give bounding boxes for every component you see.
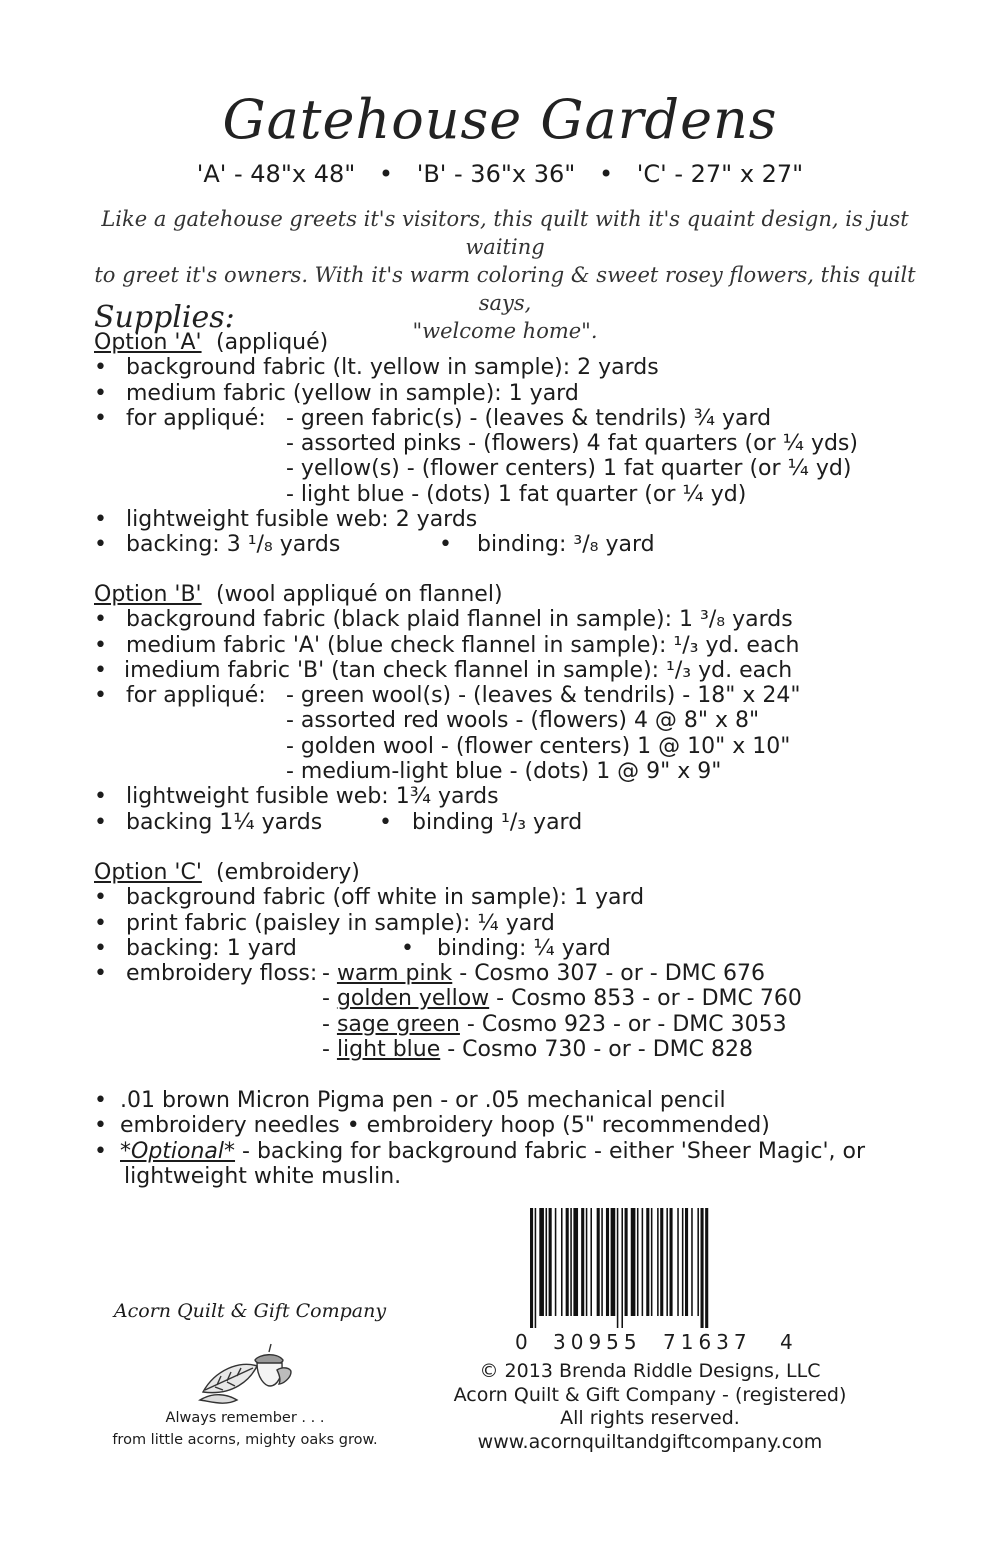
floss-detail: - Cosmo 853 - or - DMC 760 <box>489 986 802 1012</box>
supply-item: - green fabric(s) - (leaves & tendrils) ¾ yard <box>286 405 772 431</box>
barcode-bar <box>590 1208 592 1316</box>
barcode-bar <box>666 1208 668 1316</box>
bullet: • <box>94 1138 107 1164</box>
barcode-bar <box>705 1208 708 1328</box>
bullet: • <box>94 910 107 936</box>
size-a: 'A' - 48"x 48" <box>196 160 356 188</box>
applique-label: for appliqué: <box>126 683 266 709</box>
bullet: • <box>94 961 107 987</box>
bullet: • <box>401 935 414 961</box>
bullet: • <box>94 607 107 633</box>
supply-item: backing 1¼ yards <box>126 809 323 835</box>
size-c: 'C' - 27" x 27" <box>636 160 804 188</box>
supply-item: binding: ³/₈ yard <box>477 532 655 558</box>
copyright-line: © 2013 Brenda Riddle Designs, LLC <box>479 1360 821 1382</box>
supply-item: - assorted red wools - (flowers) 4 @ 8" x 8" <box>286 708 760 734</box>
company-name: Acorn Quilt & Gift Company <box>113 1300 387 1322</box>
supply-item: medium fabric 'A' (blue check flannel in sample): ¹/₃ yd. each <box>126 632 800 658</box>
barcode-bar <box>646 1208 649 1316</box>
website-link[interactable]: www.acornquiltandgiftcompany.com <box>477 1430 823 1453</box>
optional-label: *Optional* <box>120 1138 236 1164</box>
barcode-digit-first: 0 <box>515 1330 528 1354</box>
supply-item: - yellow(s) - (flower centers) 1 fat quarter (or ¼ yd) <box>286 456 852 482</box>
floss-item: - golden yellow - Cosmo 853 - or - DMC 760 <box>322 986 802 1012</box>
bullet: • <box>94 405 107 431</box>
company-tagline <box>100 1407 390 1451</box>
barcode-bar <box>701 1208 704 1328</box>
tagline-line: Always remember . . . <box>165 1410 325 1426</box>
barcode-bar <box>660 1208 663 1316</box>
bullet: • <box>94 380 107 406</box>
option-a-note: (appliqué) <box>216 330 329 355</box>
barcode-bar <box>625 1208 628 1316</box>
bullet: • <box>94 1113 107 1139</box>
barcode-group-1: 30955 <box>553 1330 642 1354</box>
copyright-line: All rights reserved. <box>560 1407 740 1429</box>
option-b-note: (wool appliqué on flannel) <box>216 582 503 607</box>
bullet: • <box>94 784 107 810</box>
barcode-bar <box>651 1208 653 1316</box>
supply-item: - assorted pinks - (flowers) 4 fat quarters (or ¼ yds) <box>286 431 858 457</box>
bullet: • <box>94 507 107 533</box>
separator: • <box>378 160 394 188</box>
barcode-bar <box>697 1208 699 1316</box>
separator: • <box>598 160 614 188</box>
floss-color: warm pink <box>336 961 453 987</box>
bullet: • <box>439 532 452 558</box>
barcode-bar <box>581 1208 584 1316</box>
barcode-bar <box>621 1208 623 1328</box>
floss-detail: - Cosmo 307 - or - DMC 676 <box>452 961 765 987</box>
copyright-line: Acorn Quilt & Gift Company - (registered) <box>453 1383 847 1406</box>
supply-item: lightweight white muslin. <box>124 1163 402 1189</box>
bullet: • <box>94 935 107 961</box>
supply-item: background fabric (lt. yellow in sample): 2 yards <box>126 355 659 381</box>
supply-item: - golden wool - (flower centers) 1 @ 10" x 10" <box>286 733 791 759</box>
bullet: • <box>94 683 107 709</box>
page-title: Gatehouse Gardens <box>222 88 778 151</box>
barcode-bar <box>657 1208 659 1316</box>
barcode-bar <box>611 1208 616 1316</box>
optional-text: - backing for background fabric - either 'Sheer Magic', or <box>235 1138 866 1164</box>
barcode-bar <box>570 1208 572 1316</box>
option-a-label: Option 'A' <box>94 330 202 355</box>
barcode-bar <box>546 1208 548 1316</box>
barcode-bar <box>670 1208 673 1316</box>
barcode-bar <box>642 1208 644 1316</box>
intro-line: "welcome home". <box>412 319 598 343</box>
bullet: • <box>94 809 107 835</box>
tagline-line: from little acorns, mighty oaks grow. <box>112 1432 378 1448</box>
supply-item: background fabric (black plaid flannel in sample): 1 ³/₈ yards <box>126 607 793 633</box>
floss-item: - warm pink - Cosmo 307 - or - DMC 676 <box>322 961 765 987</box>
supply-item: binding: ¼ yard <box>437 935 611 961</box>
barcode-bar <box>561 1208 563 1316</box>
supply-item: imedium fabric 'B' (tan check flannel in sample): ¹/₃ yd. each <box>124 657 793 683</box>
bullet: • <box>379 809 392 835</box>
supply-item: - green wool(s) - (leaves & tendrils) - 18" x 24" <box>286 683 801 709</box>
bullet: • <box>94 657 107 683</box>
barcode-bar <box>539 1208 544 1316</box>
option-b-label: Option 'B' <box>94 582 202 607</box>
supply-item: backing: 1 yard <box>126 935 297 961</box>
supply-item: - light blue - (dots) 1 fat quarter (or ¼ yd) <box>286 481 747 507</box>
barcode-bar <box>549 1208 552 1316</box>
barcode-bar <box>530 1208 533 1328</box>
barcode-bar <box>685 1208 688 1316</box>
supply-item: binding ¹/₃ yard <box>412 809 583 835</box>
barcode-bar <box>691 1208 693 1316</box>
barcode-bar <box>606 1208 609 1316</box>
bullet: • <box>94 885 107 911</box>
barcode-bar <box>566 1208 569 1316</box>
supply-item: lightweight fusible web: 2 yards <box>126 507 478 533</box>
supply-item: backing: 3 ¹/₈ yards <box>126 532 341 558</box>
supply-item: medium fabric (yellow in sample): 1 yard <box>126 380 579 406</box>
barcode-bar <box>682 1208 684 1316</box>
barcode-bar <box>597 1208 600 1316</box>
barcode-group-2: 71637 <box>663 1330 752 1354</box>
floss-label: embroidery floss: <box>126 961 318 987</box>
barcode-bar <box>601 1208 603 1316</box>
floss-color: light blue <box>336 1037 441 1063</box>
bullet: • <box>94 532 107 558</box>
floss-color: golden yellow <box>336 986 490 1012</box>
supply-item: .01 brown Micron Pigma pen - or .05 mechanical pencil <box>120 1088 726 1113</box>
barcode-bar <box>637 1208 639 1316</box>
size-options <box>0 160 1000 188</box>
supply-item: print fabric (paisley in sample): ¼ yard <box>126 910 555 936</box>
supply-item: - medium-light blue - (dots) 1 @ 9" x 9" <box>286 759 722 785</box>
copyright-block <box>430 1360 870 1454</box>
barcode-bar <box>573 1208 578 1316</box>
barcode-bar <box>535 1208 537 1328</box>
barcode-bar <box>631 1208 636 1316</box>
option-c-note: (embroidery) <box>216 860 360 885</box>
barcode-bar <box>677 1208 679 1316</box>
bullet: • <box>94 632 107 658</box>
supply-item: embroidery needles • embroidery hoop (5" recommended) <box>120 1113 770 1139</box>
barcode-digit-last: 4 <box>780 1330 793 1354</box>
bullet: • <box>94 355 107 381</box>
floss-item: - sage green - Cosmo 923 - or - DMC 3053 <box>322 1011 787 1037</box>
size-b: 'B' - 36"x 36" <box>416 160 576 188</box>
floss-detail: - Cosmo 923 - or - DMC 3053 <box>459 1011 787 1037</box>
barcode-bar <box>586 1208 588 1316</box>
floss-item: - light blue - Cosmo 730 - or - DMC 828 <box>322 1037 753 1063</box>
bullet: • <box>94 1088 107 1113</box>
intro-line: to greet it's owners. With it's warm coloring & sweet rosey flowers, this quilt says, <box>94 263 916 315</box>
intro-line: Like a gatehouse greets it's visitors, this quilt with it's quaint design, is just waiting <box>101 207 909 259</box>
barcode-bar <box>555 1208 557 1316</box>
floss-detail: - Cosmo 730 - or - DMC 828 <box>440 1037 753 1063</box>
applique-label: for appliqué: <box>126 405 266 431</box>
barcode-bar <box>617 1208 619 1328</box>
supply-item: lightweight fusible web: 1¾ yards <box>126 784 499 810</box>
supply-item <box>120 1139 865 1164</box>
supply-item: background fabric (off white in sample): 1 yard <box>126 885 645 911</box>
supplies-heading: Supplies: <box>94 300 235 335</box>
barcode <box>530 1208 768 1328</box>
option-c-label: Option 'C' <box>94 860 202 885</box>
floss-color: sage green <box>336 1011 460 1037</box>
